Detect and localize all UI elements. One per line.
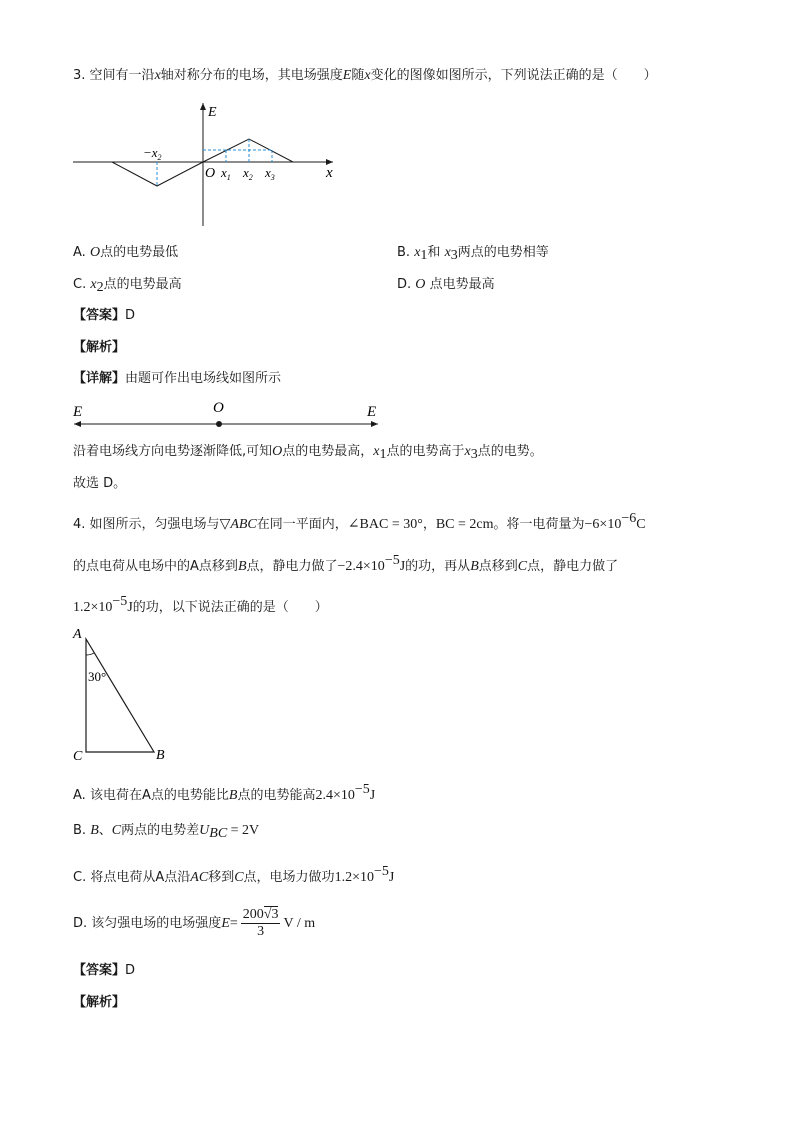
fieldline-O: O — [213, 400, 224, 416]
graph-E-label: E — [208, 105, 217, 120]
fieldline-E-left: E — [73, 404, 83, 420]
q3-option-B[interactable]: B. $x_1$和 $x_3$两点的电势相等 — [397, 245, 549, 263]
q4-option-A[interactable]: A. 该电荷在A点的电势能比B点的电势能高$2.4\times 10^{-5}J$ — [73, 782, 376, 803]
q3-option-D[interactable]: D. O 点电势最高 — [397, 277, 495, 292]
q3-choose: 故选 D。 — [73, 476, 127, 491]
q3-analysis-label: 【解析】 — [73, 340, 126, 355]
q4-stem-line1: 4. 如图所示，匀强电场与▽ABC在同一平面内，∠BAC = 30°，BC = 2cm。将一电荷量为$-6\times 10^{-6}C$ — [73, 511, 646, 532]
q4-option-B[interactable]: B. B、C两点的电势差$U_{BC} = 2V$ — [73, 823, 260, 841]
q4-stem-line3: $1.2\times 10^{-5}J$的功，以下说法正确的是（ ） — [73, 594, 328, 615]
q3-stem: 3. 空间有一沿x轴对称分布的电场，其电场强度E随x变化的图像如图所示，下列说法正确的是（ ） — [73, 68, 657, 83]
graph-neg-x2-label: $-x_2$ — [143, 145, 162, 162]
q4-analysis-label: 【解析】 — [73, 995, 126, 1010]
fieldline-E-right: E — [367, 404, 377, 420]
q3-explanation: 沿着电场线方向电势逐渐降低,可知O点的电势最高，$x_1$点的电势高于$x_3$点的电势。 — [73, 444, 543, 462]
q4-stem-line2: 的点电荷从电场中的A点移到B点，静电力做了$-2.4\times 10^{-5}J$的功，再从B点移到C点，静电力做了 — [73, 553, 619, 574]
triangle-A: A — [73, 627, 82, 642]
q4-option-C[interactable]: C. 将点电荷从A点沿AC移到C点，电场力做功$1.2\times 10^{-5}J$ — [73, 864, 395, 885]
graph-O-label: O — [205, 166, 216, 181]
graph-x1-label: $x_1$ — [221, 165, 231, 182]
q4-answer: 【答案】D — [73, 963, 136, 978]
field-strength-fraction: $\frac{200√3}{3}$ — [242, 907, 279, 939]
graph-x3-label: $x_3$ — [265, 165, 275, 182]
triangle-angle: 30° — [88, 669, 107, 684]
triangle-B: B — [156, 748, 165, 763]
q3-detail: 【详解】由题可作出电场线如图所示 — [73, 371, 282, 386]
q3-answer: 【答案】D — [73, 308, 136, 323]
q3-option-A[interactable]: A. O点的电势最低 — [73, 245, 179, 260]
q4-option-D[interactable]: D. 该匀强电场的电场强度E= $\frac{200√3}{3}$ V / m — [73, 907, 316, 939]
triangle-C: C — [73, 749, 83, 764]
graph-x-axis-label: x — [326, 165, 333, 181]
graph-x2-label: $x_2$ — [243, 165, 253, 182]
q3-option-C[interactable]: C. $x_2$点的电势最高 — [73, 277, 182, 295]
